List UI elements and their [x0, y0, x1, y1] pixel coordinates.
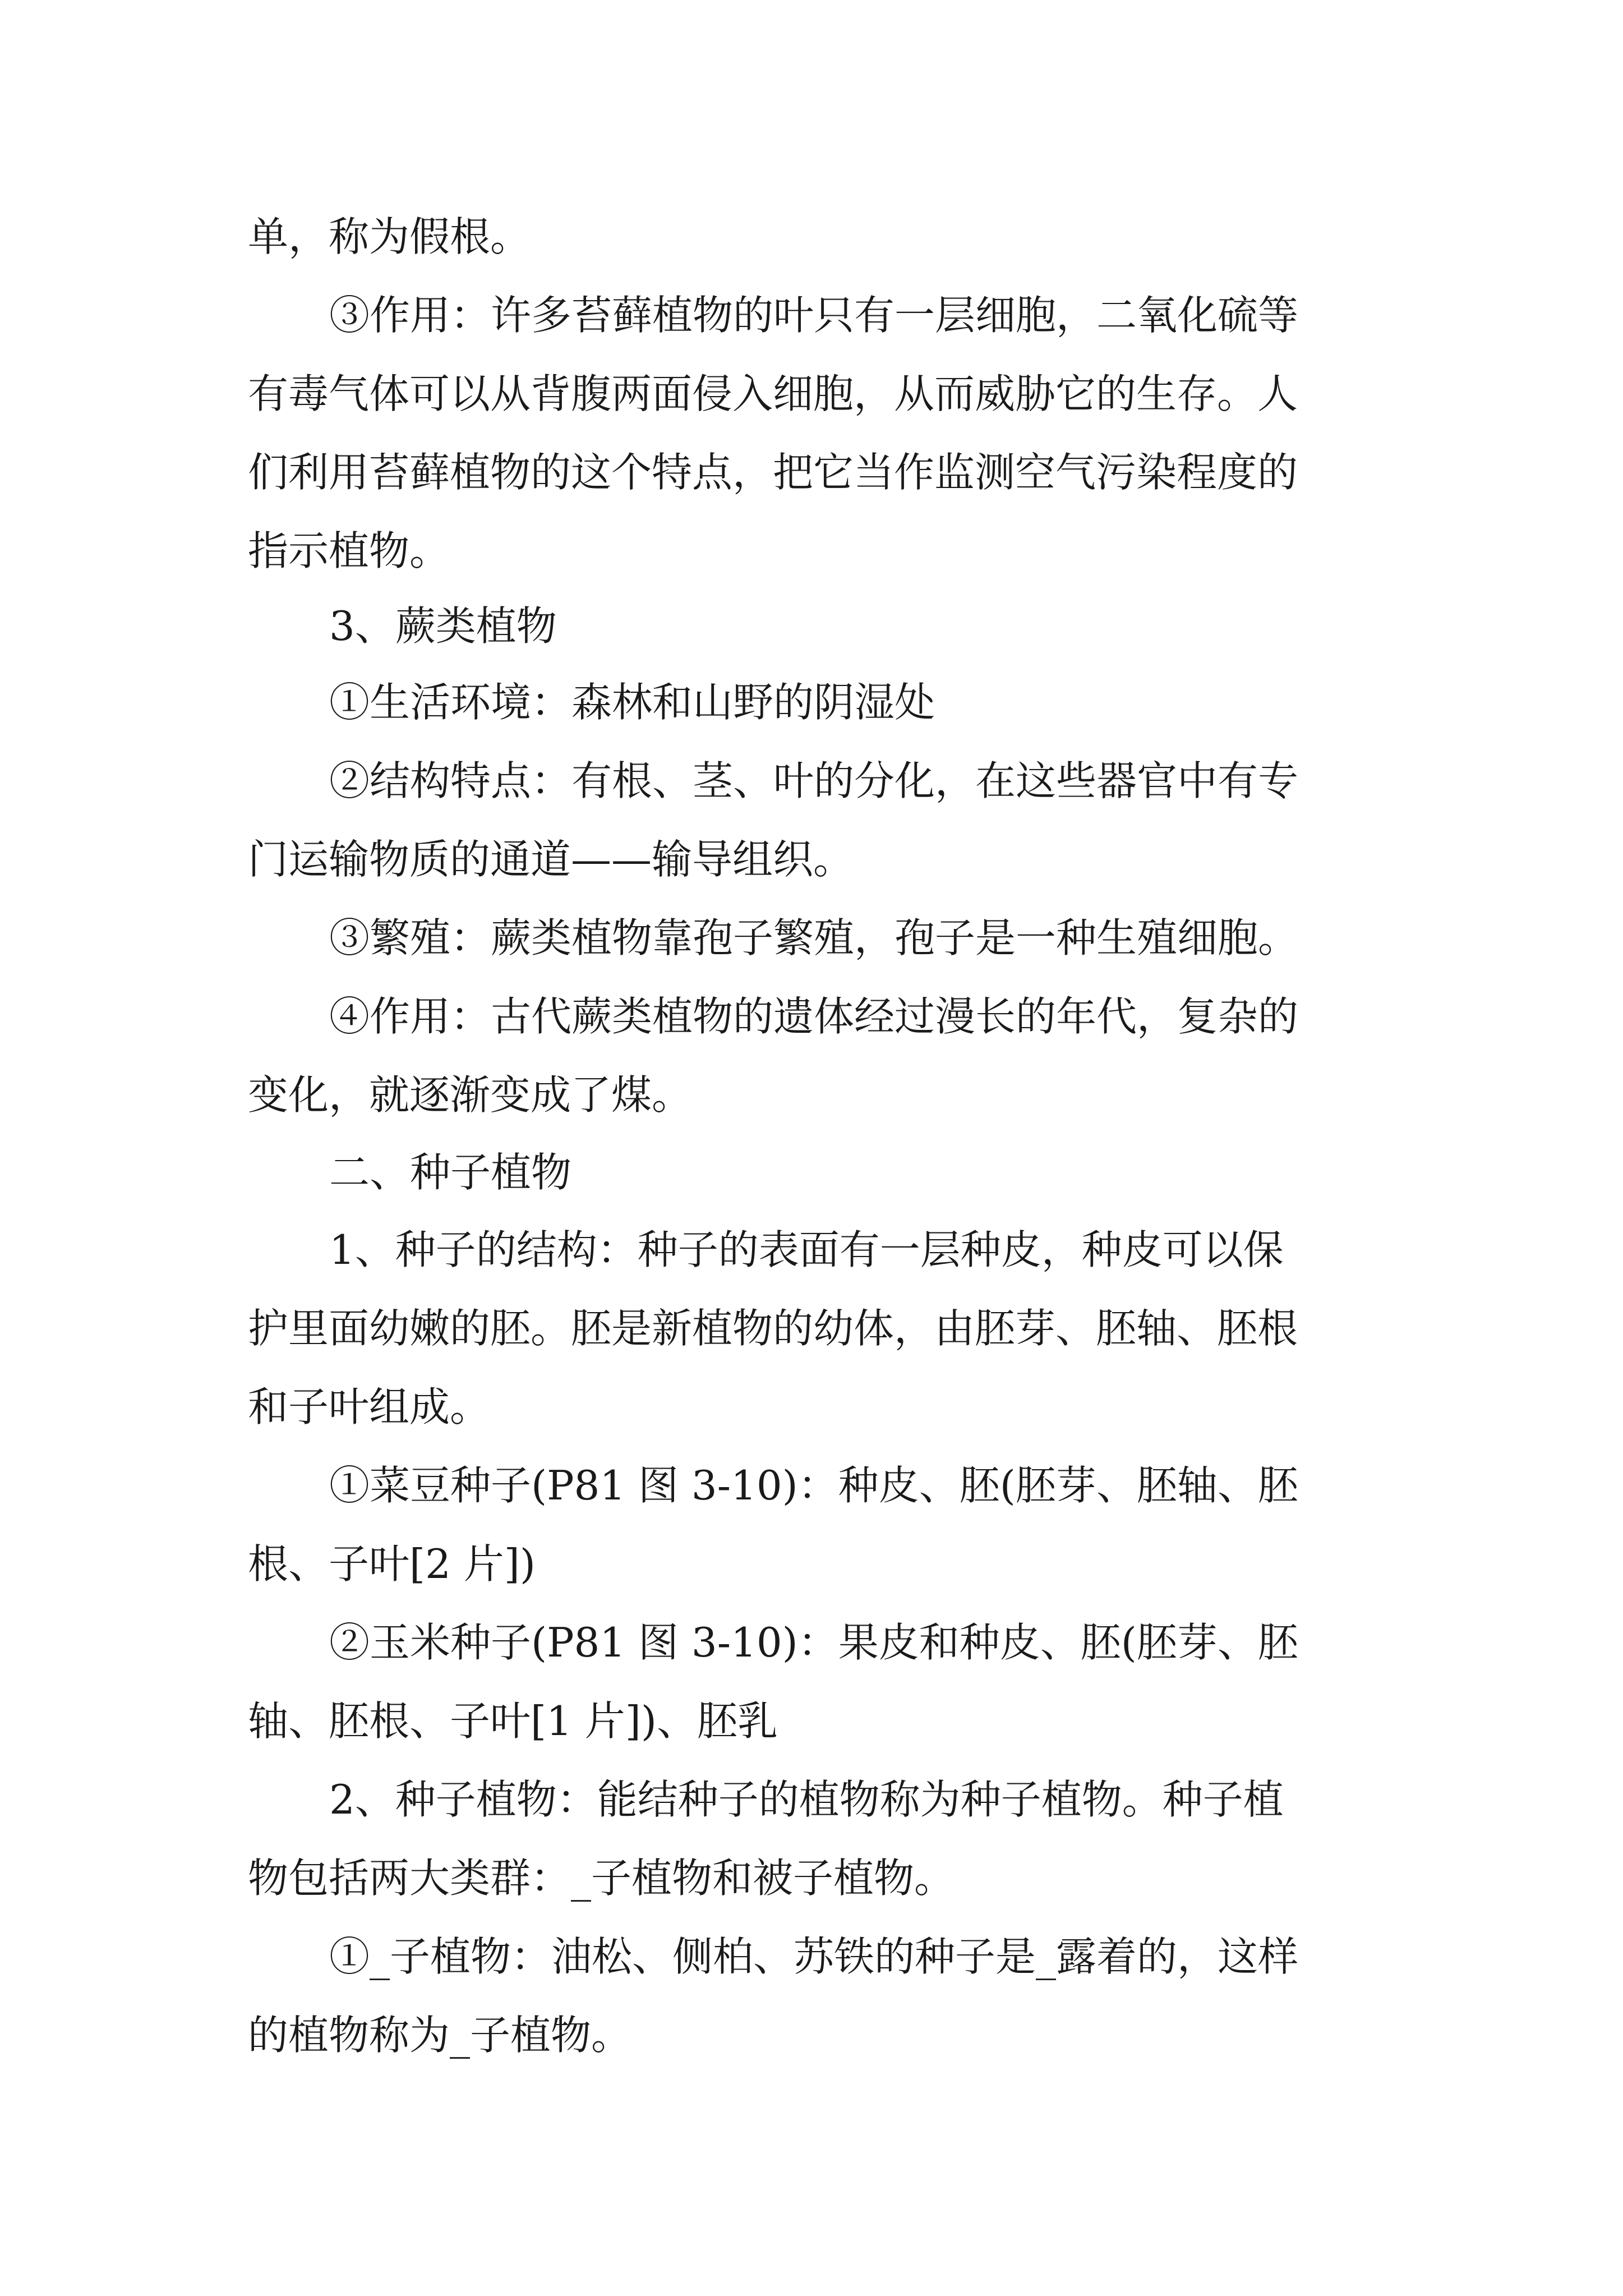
- text-line: ①菜豆种子(P81 图 3-10)：种皮、胚(胚芽、胚轴、胚: [329, 1462, 1298, 1509]
- text-line: 门运输物质的通道——输导组织。: [248, 836, 854, 883]
- text-line: ②玉米种子(P81 图 3-10)：果皮和种皮、胚(胚芽、胚: [329, 1619, 1298, 1666]
- section-heading: 二、种子植物: [329, 1149, 572, 1196]
- text-line: 有毒气体可以从背腹两面侵入细胞，从而威胁它的生存。人: [248, 370, 1298, 417]
- text-line: ①生活环境：森林和山野的阴湿处: [329, 679, 935, 726]
- text-line: 单，称为假根。: [248, 213, 531, 260]
- text-line: 护里面幼嫩的胚。胚是新植物的幼体，由胚芽、胚轴、胚根: [248, 1305, 1298, 1352]
- text-line: ①_子植物：油松、侧柏、苏铁的种子是_露着的，这样: [329, 1933, 1299, 1980]
- text-line: 指示植物。: [248, 527, 450, 574]
- text-line: 的植物称为_子植物。: [248, 2012, 632, 2059]
- text-line: 们利用苔藓植物的这个特点，把它当作监测空气污染程度的: [248, 449, 1298, 496]
- text-line: 变化，就逐渐变成了煤。: [248, 1071, 693, 1119]
- text-line: ②结构特点：有根、茎、叶的分化，在这些器官中有专: [329, 757, 1299, 804]
- text-line: ③繁殖：蕨类植物靠孢子繁殖，孢子是一种生殖细胞。: [329, 914, 1299, 961]
- text-line: ④作用：古代蕨类植物的遗体经过漫长的年代，复杂的: [329, 993, 1299, 1040]
- text-line: 1、种子的结构：种子的表面有一层种皮，种皮可以保: [329, 1226, 1284, 1273]
- text-line: 和子叶组成。: [248, 1383, 491, 1430]
- text-line: 2、种子植物：能结种子的植物称为种子植物。种子植: [329, 1776, 1284, 1823]
- text-line: ③作用：许多苔藓植物的叶只有一层细胞，二氧化硫等: [329, 292, 1299, 339]
- section-heading: 3、蕨类植物: [329, 602, 557, 650]
- text-line: 根、子叶[2 片]): [248, 1540, 536, 1588]
- text-line: 轴、胚根、子叶[1 片])、胚乳: [248, 1697, 778, 1745]
- text-line: 物包括两大类群：_子植物和被子植物。: [248, 1855, 955, 1902]
